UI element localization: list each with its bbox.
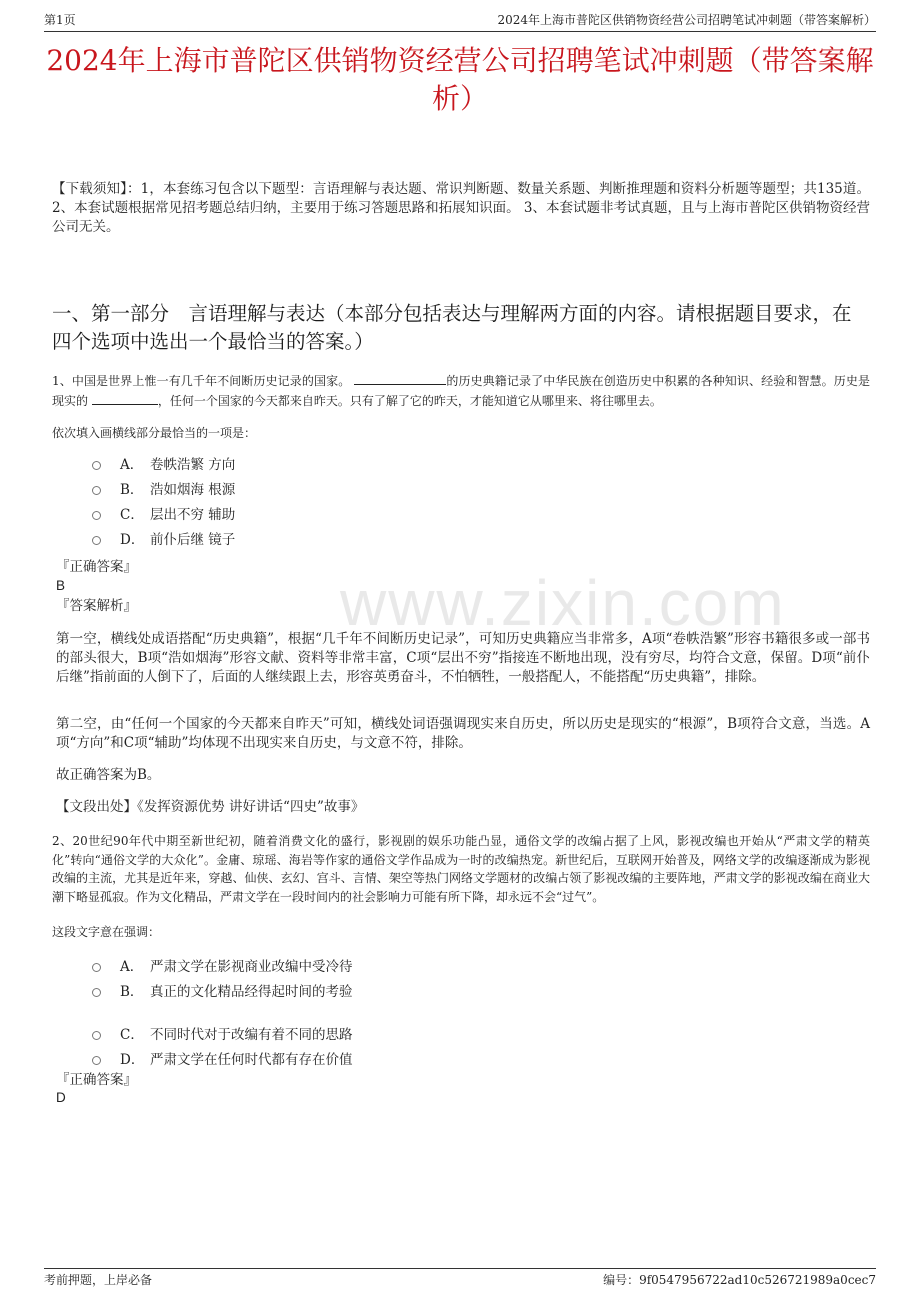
question-1-prompt: 依次填入画横线部分最恰当的一项是： (52, 426, 257, 440)
answer-label: 『正确答案』 (56, 1072, 137, 1088)
radio-icon[interactable] (92, 963, 101, 972)
answer-value: B (56, 578, 66, 593)
radio-icon[interactable] (92, 511, 101, 520)
option-d[interactable] (92, 528, 235, 553)
radio-icon[interactable] (92, 536, 101, 545)
analysis-paragraph-2: 第二空，由“任何一个国家的今天都来自昨天”可知，横线处词语强调现实来自历史，所以历史是现实的“根源”，B项符合文意，当选。A项“方向”和C项“辅助”均体现不出现实来自历史，与文意不符，排除。 (56, 716, 870, 751)
option-letter: D． (120, 532, 145, 548)
q1-text-b: 的历史典籍记录了中华民族在创造历史中积累的各种知识、经验和智慧。历史是现实的 (52, 374, 870, 408)
analysis-conclusion: 故正确答案为B。 (56, 767, 161, 783)
option-letter: A． (120, 959, 144, 975)
radio-icon[interactable] (92, 988, 101, 997)
option-b[interactable] (92, 478, 235, 503)
answer-label: 『正确答案』 (56, 559, 137, 575)
radio-icon[interactable] (92, 461, 101, 470)
footer-slogan: 考前押题，上岸必备 (44, 1273, 153, 1287)
page-header (44, 11, 876, 31)
option-letter: B． (120, 984, 144, 1000)
radio-icon[interactable] (92, 1031, 101, 1040)
option-letter: A． (120, 457, 144, 473)
document-title: 2024年上海市普陀区供销物资经营公司招聘笔试冲刺题（带答案解析） (46, 44, 874, 115)
option-letter: C． (120, 507, 144, 523)
q1-text-a: 1、中国是世界上惟一有几千年不间断历史记录的国家。 (52, 374, 351, 388)
option-letter: B． (120, 482, 144, 498)
radio-icon[interactable] (92, 1056, 101, 1065)
section-heading: 一、第一部分 言语理解与表达（本部分包括表达与理解两方面的内容。请根据题目要求，在四个选项中选出一个最恰当的答案。） (52, 302, 852, 353)
option-text: 卷帙浩繁 方向 (150, 457, 236, 473)
option-text: 不同时代对于改编有着不同的思路 (150, 1027, 353, 1043)
option-c[interactable] (92, 1023, 353, 1048)
option-text: 层出不穷 辅助 (150, 507, 236, 523)
option-a[interactable] (92, 955, 353, 980)
option-letter: C． (120, 1027, 144, 1043)
question-2-prompt: 这段文字意在强调： (52, 925, 161, 939)
watermark: www.zixin.com (340, 567, 786, 639)
question-1-stem (52, 371, 870, 410)
header-doc-title: 2024年上海市普陀区供销物资经营公司招聘笔试冲刺题（带答案解析） (497, 13, 876, 27)
analysis-paragraph-1: 第一空，横线处成语搭配“历史典籍”，根据“几千年不间断历史记录”，可知历史典籍应当非常多，A项“卷帙浩繁”形容书籍很多或一部书的部头很大，B项“浩如烟海”形容文献、资料等非常丰富，C项“层出不穷”指接连不断地出现，没有穷尽，均符合文意，保留。D项“前仆后继”指前面的人倒下了，后面的人继续跟上去，形容英勇奋斗，不怕牺牲，一般搭配人，不能搭配“历史典籍”，排除。 (56, 631, 870, 685)
footer-divider (44, 1268, 876, 1269)
download-notice: 【下载须知】：1，本套练习包含以下题型：言语理解与表达题、常识判断题、数量关系题、判断推理题和资料分析题等题型；共135道。 2、本套试题根据常见招考题总结归纳，主要用于练习答题思路和拓展知识面。 3、本套试题非考试真题，且与上海市普陀区供销物资经营公司无关。 (52, 181, 870, 235)
option-text: 浩如烟海 根源 (150, 482, 236, 498)
option-text: 前仆后继 镜子 (150, 532, 236, 548)
radio-icon[interactable] (92, 486, 101, 495)
option-b[interactable] (92, 980, 353, 1005)
option-text: 真正的文化精品经得起时间的考验 (150, 984, 353, 1000)
option-c[interactable] (92, 503, 235, 528)
analysis-label: 『答案解析』 (56, 598, 137, 614)
question-1-options (92, 453, 235, 553)
option-text: 严肃文学在影视商业改编中受冷待 (150, 959, 353, 975)
option-text: 严肃文学在任何时代都有存在价值 (150, 1052, 353, 1068)
page-number: 第1页 (44, 13, 76, 27)
question-2-stem: 2、20世纪90年代中期至新世纪初，随着消费文化的盛行，影视剧的娱乐功能凸显，通俗文学的改编占据了上风，影视改编也开始从“严肃文学的精英化”转向“通俗文学的大众化”。金庸、琼瑶、海岩等作家的通俗文学作品成为一时的改编热宠。新世纪后，互联网开始普及，网络文学的改编逐渐成为影视改编的主流，尤其是近年来，穿越、仙侠、玄幻、宫斗、言情、架空等热门网络文学题材的改编占领了影视改编的主要阵地，严肃文学的影视改编在商业大潮下略显孤寂。作为文化精品，严肃文学在一段时间内的社会影响力可能有所下降，却永远不会“过气”。 (52, 834, 870, 904)
fill-blank-2 (92, 391, 158, 405)
header-divider (44, 31, 876, 32)
fill-blank-1 (354, 371, 446, 385)
option-a[interactable] (92, 453, 235, 478)
document-id: 编号：9f0547956722ad10c526721989a0cec7 (603, 1273, 876, 1287)
q1-text-c: ，任何一个国家的今天都来自昨天。只有了解了它的昨天，才能知道它从哪里来、将往哪里去。 (157, 393, 662, 408)
source-citation: 【文段出处】《发挥资源优势 讲好讲话“四史”故事》 (56, 799, 365, 815)
option-letter: D． (120, 1052, 145, 1068)
question-2-options (92, 955, 353, 1073)
answer-value: D (56, 1090, 66, 1105)
